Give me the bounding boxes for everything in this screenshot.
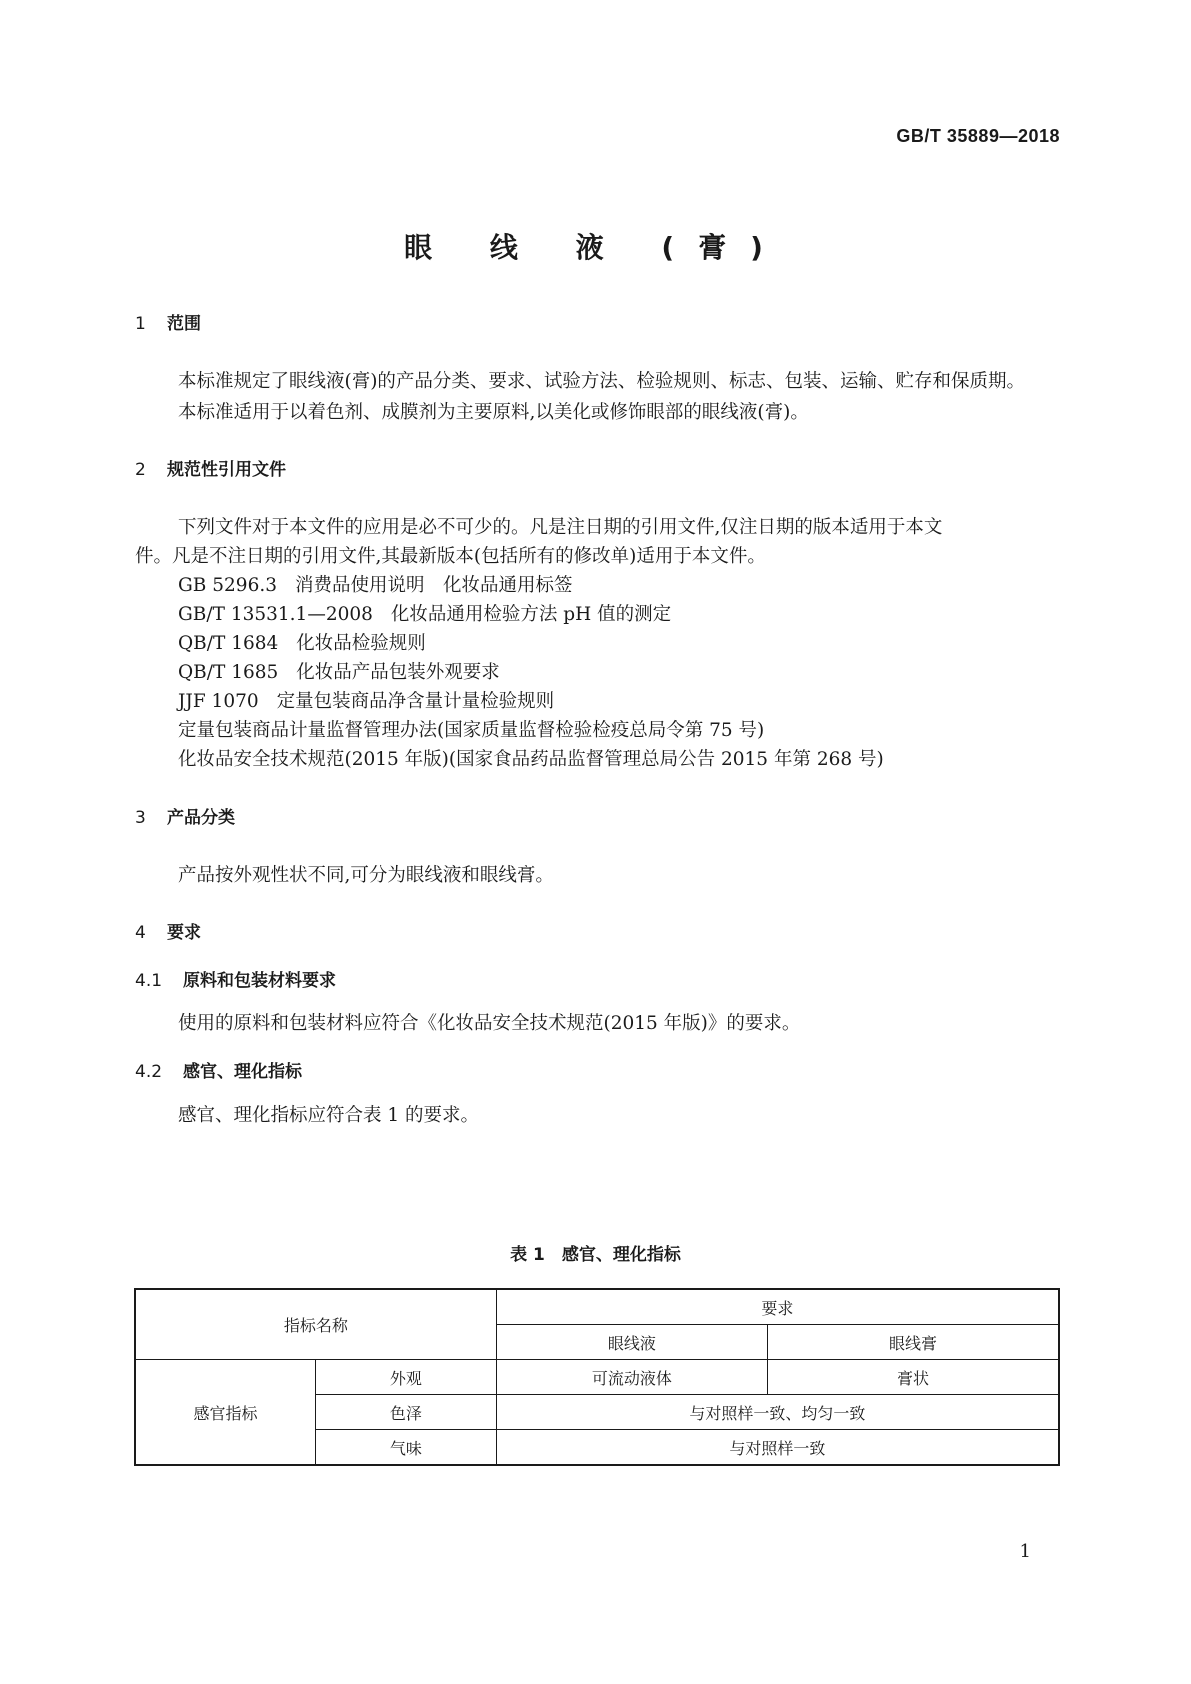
section-title: 产品分类: [167, 808, 235, 828]
section-3-paragraph: 产品按外观性状不同,可分为眼线液和眼线膏。: [178, 865, 554, 886]
section-number: 4: [135, 923, 146, 943]
page-number: 1: [1019, 1541, 1031, 1562]
section-title: 要求: [167, 923, 201, 943]
reference-item: [178, 629, 426, 655]
section-number: 3: [135, 808, 146, 828]
reference-item: 化妆品安全技术规范(2015 年版)(国家食品药品监督管理总局公告 2015 年第 268 号): [178, 749, 884, 770]
reference-code: GB 5296.3: [178, 575, 277, 596]
reference-title: 化妆品产品包装外观要求: [296, 662, 500, 683]
table-cell: 色泽: [316, 1395, 497, 1430]
table-header-cell: 眼线膏: [768, 1325, 1059, 1360]
document-title: 眼 线 液 (膏): [404, 231, 787, 264]
section-title: 原料和包装材料要求: [183, 971, 336, 991]
reference-code: JJF 1070: [178, 691, 259, 712]
section-1-paragraph: 本标准规定了眼线液(膏)的产品分类、要求、试验方法、检验规则、标志、包装、运输、贮存和保质期。: [178, 371, 1025, 392]
table-header-cell: 要求: [496, 1289, 1059, 1325]
section-1-heading: [135, 309, 201, 334]
section-number: 4.2: [135, 1062, 163, 1082]
section-number: 1: [135, 314, 146, 334]
reference-item: [178, 571, 573, 597]
section-4-2-heading: [135, 1057, 302, 1082]
section-number: 4.1: [135, 971, 163, 991]
table-cell: 外观: [316, 1360, 497, 1395]
reference-item: 定量包装商品计量监督管理办法(国家质量监督检验检疫总局令第 75 号): [178, 720, 765, 741]
reference-title: 定量包装商品净含量计量检验规则: [276, 691, 555, 712]
table-header-row: [135, 1289, 1059, 1325]
reference-code: QB/T 1685: [178, 662, 279, 683]
section-2-heading: [135, 455, 286, 480]
table-group-cell: 感官指标: [135, 1360, 316, 1466]
reference-title: 消费品使用说明 化妆品通用标签: [295, 575, 573, 596]
reference-item: [178, 687, 554, 713]
table-cell: 与对照样一致: [496, 1430, 1059, 1466]
table-header-cell: 指标名称: [135, 1289, 496, 1360]
section-2-intro: 下列文件对于本文件的应用是必不可少的。凡是注日期的引用文件,仅注日期的版本适用于本文: [178, 517, 943, 538]
reference-title: 化妆品通用检验方法 pH 值的测定: [390, 604, 672, 625]
table-row: [135, 1360, 1059, 1395]
table-caption: 表 1 感官、理化指标: [510, 1245, 681, 1265]
reference-title: 化妆品检验规则: [296, 633, 426, 654]
section-1-paragraph: 本标准适用于以着色剂、成膜剂为主要原料,以美化或修饰眼部的眼线液(膏)。: [178, 402, 809, 423]
reference-item: [178, 600, 671, 626]
section-3-heading: [135, 803, 235, 828]
section-4-1-heading: [135, 966, 336, 991]
section-number: 2: [135, 460, 146, 480]
reference-code: GB/T 13531.1—2008: [178, 604, 373, 625]
section-title: 感官、理化指标: [183, 1062, 302, 1082]
section-title: 规范性引用文件: [167, 460, 286, 480]
table-cell: 可流动液体: [496, 1360, 767, 1395]
section-2-intro-cont: 件。凡是不注日期的引用文件,其最新版本(包括所有的修改单)适用于本文件。: [135, 546, 766, 567]
table-cell: 膏状: [768, 1360, 1059, 1395]
reference-item: [178, 658, 500, 684]
section-title: 范围: [167, 314, 201, 334]
spec-table: [134, 1288, 1060, 1466]
section-4-2-paragraph: 感官、理化指标应符合表 1 的要求。: [178, 1105, 480, 1126]
table-cell: 与对照样一致、均匀一致: [496, 1395, 1059, 1430]
reference-code: QB/T 1684: [178, 633, 279, 654]
table-cell: 气味: [316, 1430, 497, 1466]
table-header-cell: 眼线液: [496, 1325, 767, 1360]
standard-code: GB/T 35889—2018: [896, 126, 1060, 146]
section-4-heading: [135, 918, 201, 943]
section-4-1-paragraph: 使用的原料和包装材料应符合《化妆品安全技术规范(2015 年版)》的要求。: [178, 1013, 801, 1034]
